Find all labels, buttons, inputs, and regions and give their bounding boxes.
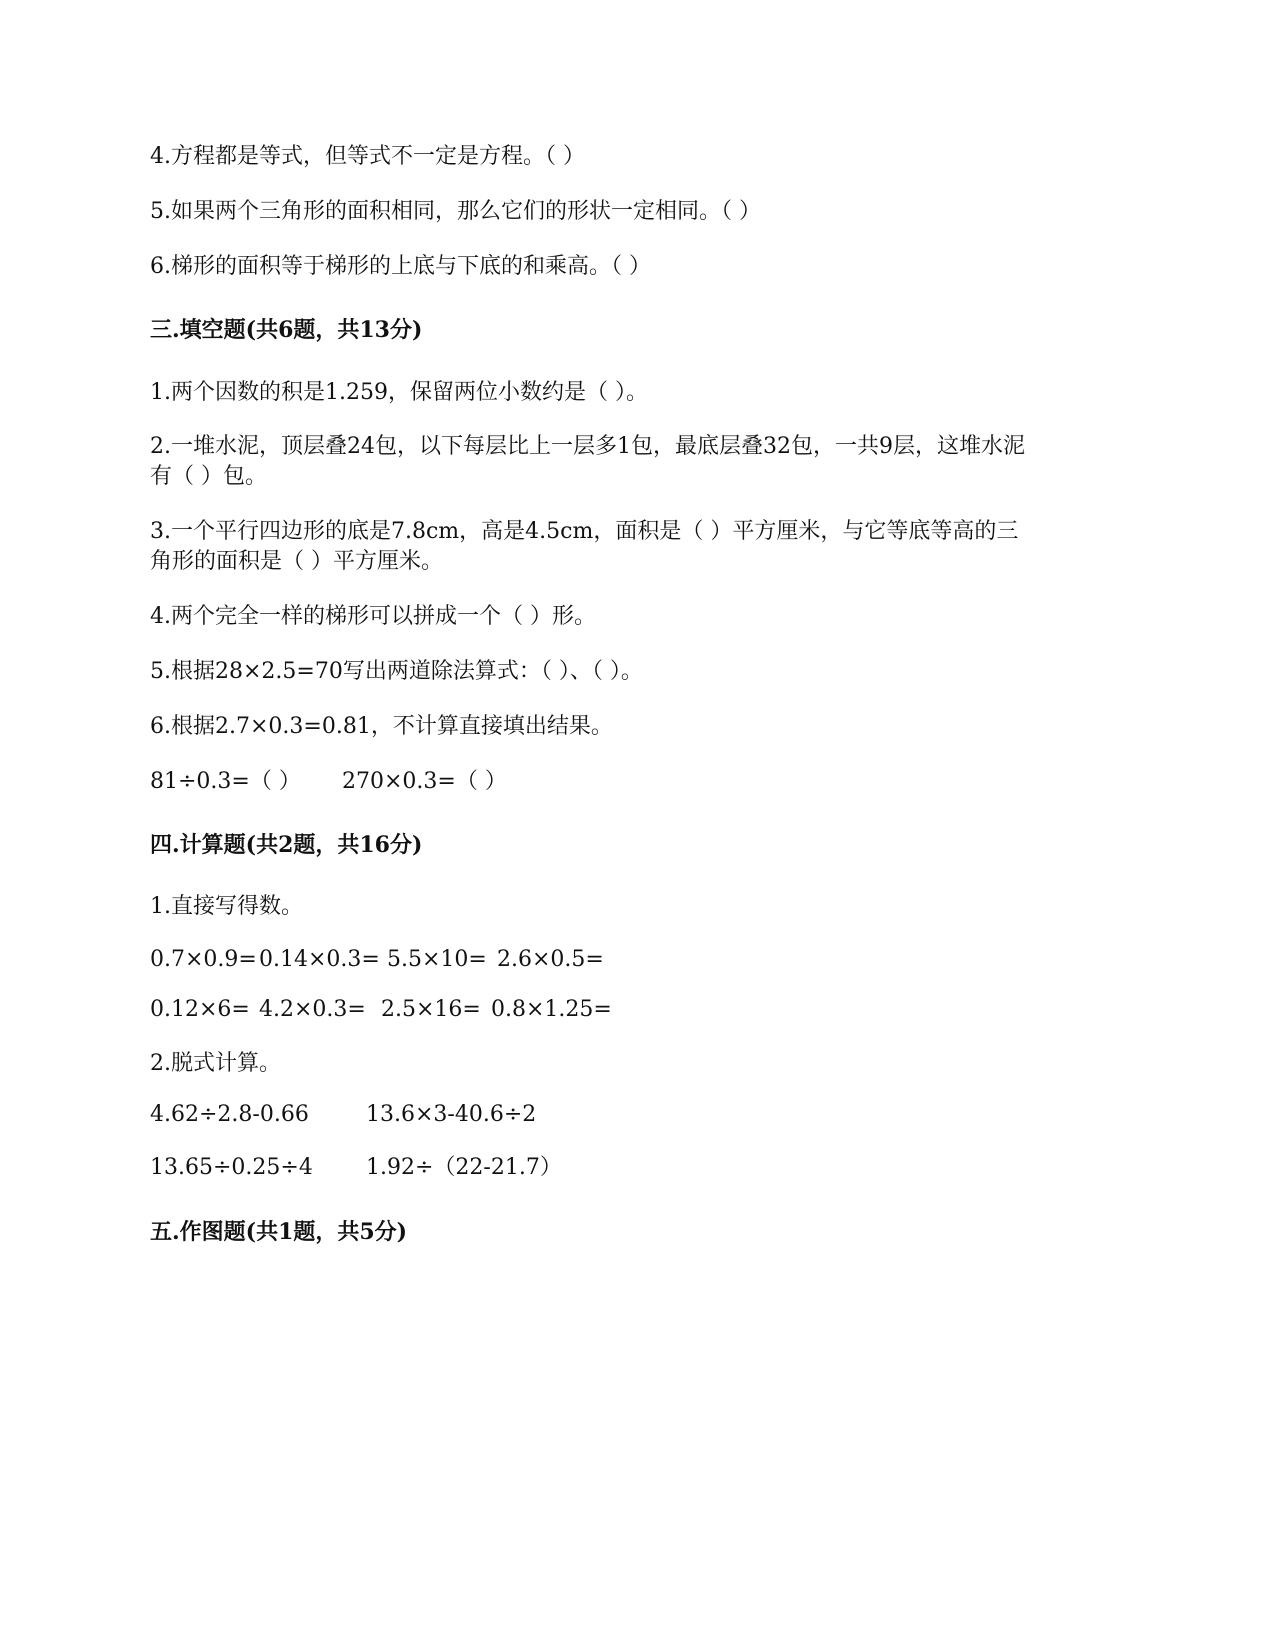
calc-expr: 0.14×0.3= <box>259 947 380 972</box>
section5-heading: 五.作图题(共1题，共5分) <box>150 1219 408 1245</box>
fill-item-3-line1: 3.一个平行四边形的底是7.8cm，高是4.5cm，面积是（ ）平方厘米，与它等底等高的三 <box>150 519 1019 544</box>
section4-heading: 四.计算题(共2题，共16分) <box>150 832 423 858</box>
calc-item-2: 2.脱式计算。 <box>150 1051 281 1076</box>
fill-item-6-expr-a: 81÷0.3=（ ） <box>150 769 301 794</box>
calc-expr: 1.92÷（22-21.7） <box>366 1155 562 1180</box>
calc-expr: 2.5×16= <box>381 997 481 1022</box>
fill-item-6: 6.根据2.7×0.3=0.81，不计算直接填出结果。 <box>150 714 613 739</box>
calc-expr: 0.12×6= <box>150 997 250 1022</box>
fill-item-2-line1: 2.一堆水泥，顶层叠24包，以下每层比上一层多1包，最底层叠32包，一共9层，这堆水泥 <box>150 434 1025 459</box>
calc-expr: 13.6×3-40.6÷2 <box>366 1102 537 1127</box>
calc-expr: 13.65÷0.25÷4 <box>150 1155 313 1180</box>
calc-expr: 5.5×10= <box>387 947 487 972</box>
calc-expr: 4.62÷2.8-0.66 <box>150 1102 309 1127</box>
calc-item-1: 1.直接写得数。 <box>150 894 303 919</box>
fill-item-6-expr-b: 270×0.3=（ ） <box>342 769 507 794</box>
calc-expr: 0.7×0.9= <box>150 947 257 972</box>
fill-item-4: 4.两个完全一样的梯形可以拼成一个（ ）形。 <box>150 604 596 629</box>
fill-item-1: 1.两个因数的积是1.259，保留两位小数约是（ ）。 <box>150 380 648 405</box>
fill-item-3-line2: 角形的面积是（ ）平方厘米。 <box>150 549 443 574</box>
calc-expr: 2.6×0.5= <box>497 947 604 972</box>
judge-item-6: 6.梯形的面积等于梯形的上底与下底的和乘高。（ ） <box>150 254 651 279</box>
section3-heading: 三.填空题(共6题，共13分) <box>150 317 423 343</box>
calc-expr: 4.2×0.3= <box>259 997 366 1022</box>
fill-item-2-line2: 有（ ）包。 <box>150 464 267 489</box>
judge-item-4: 4.方程都是等式，但等式不一定是方程。（ ） <box>150 144 585 169</box>
judge-item-5: 5.如果两个三角形的面积相同，那么它们的形状一定相同。（ ） <box>150 199 761 224</box>
calc-expr: 0.8×1.25= <box>491 997 612 1022</box>
fill-item-5: 5.根据28×2.5=70写出两道除法算式：（ ）、（ ）。 <box>150 659 643 684</box>
